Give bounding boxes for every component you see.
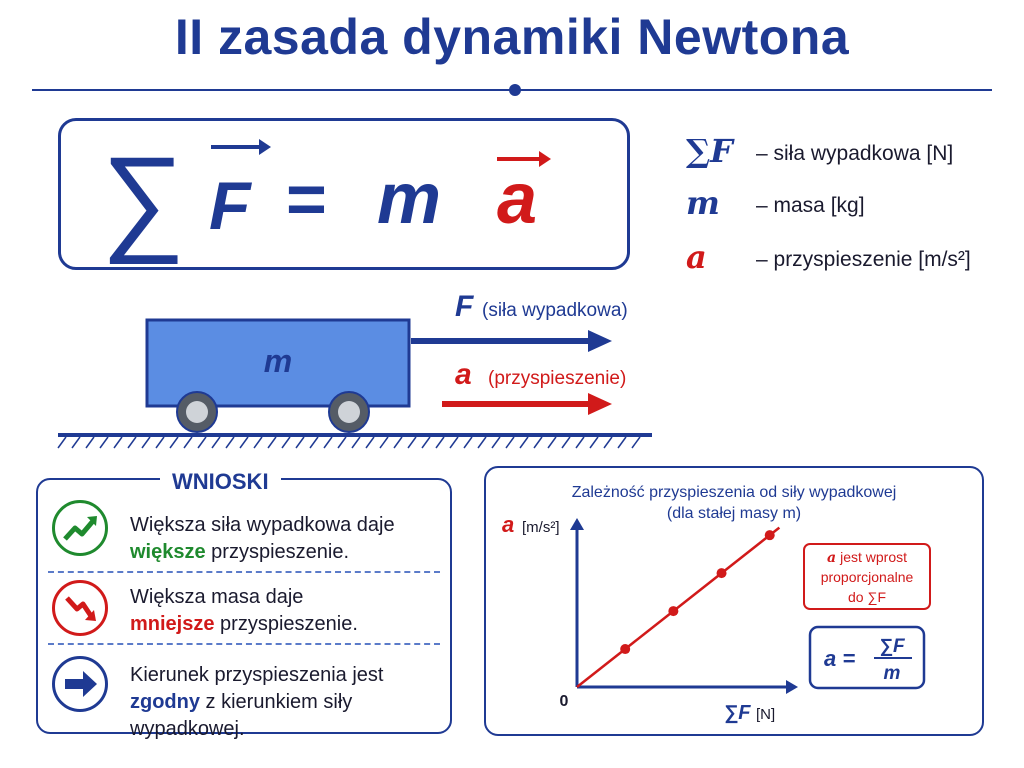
hatch-mark (618, 437, 626, 448)
proportional-note-symbol: a (827, 550, 837, 566)
conclusion-force-line2 (130, 539, 440, 566)
formula-mass: m (377, 159, 442, 239)
hatch-mark (632, 437, 640, 448)
cart-mass-label: m (263, 343, 293, 379)
hatch-mark (548, 437, 556, 448)
legend-desc-force: – siła wypadkowa [N] (756, 142, 954, 165)
hatch-mark (198, 437, 206, 448)
cart-diagram (0, 280, 1024, 460)
page-title: II zasada dynamiki Newtona (174, 9, 850, 65)
wheel-left (177, 392, 217, 432)
legend-symbol-force: ∑F (686, 132, 733, 170)
conclusion-direction-line1: Kierunek przyspieszenia jest (130, 664, 384, 686)
conclusion-mass-rest: przyspieszenie. (214, 613, 358, 635)
x-axis-unit: [N] (756, 706, 776, 723)
hatch-mark (408, 437, 416, 448)
trend-down-icon (52, 580, 108, 636)
hatch-mark (464, 437, 472, 448)
x-axis-arrowhead (786, 680, 798, 694)
conclusion-direction (130, 662, 448, 743)
hatch-mark (184, 437, 192, 448)
force-arrow-label: (siła wypadkowa) (482, 300, 628, 321)
legend-symbol-accel: a (686, 238, 707, 276)
data-point (668, 606, 678, 616)
force-vector-arrowhead (259, 139, 271, 155)
chart-title: Zależność przyspieszenia od siły wypadkowej (571, 484, 897, 501)
hatch-mark (338, 437, 346, 448)
y-axis-unit: [m/s²] (522, 519, 560, 536)
hatch-mark (422, 437, 430, 448)
accel-arrow-symbol: a (455, 358, 472, 391)
x-axis-symbol: ∑F (724, 702, 751, 724)
hatch-mark (604, 437, 612, 448)
hatch-mark (254, 437, 262, 448)
hatch-mark (128, 437, 136, 448)
hatch-mark (534, 437, 542, 448)
legend-row-force (686, 128, 1016, 184)
legend-row-mass (686, 184, 1016, 238)
hatch-mark (296, 437, 304, 448)
hatch-mark (268, 437, 276, 448)
conclusion-force-line1: Większa siła wypadkowa daje (130, 514, 395, 536)
accel-arrowhead (588, 393, 612, 415)
hatch-mark (240, 437, 248, 448)
symbol-legend (686, 128, 1016, 292)
conclusion-direction-line2 (130, 689, 448, 743)
data-point (620, 644, 630, 654)
hatch-mark (436, 437, 444, 448)
conclusion-direction-rest: z kierunkiem siły wypadkowej. (130, 691, 353, 740)
ground-hatching (58, 437, 640, 448)
hatch-mark (142, 437, 150, 448)
legend-desc-mass: – masa [kg] (756, 194, 865, 217)
conclusions-divider-2 (48, 643, 440, 645)
conclusion-mass (130, 584, 440, 638)
formula-accel: a (497, 159, 538, 239)
equation-denominator: m (883, 663, 901, 684)
conclusions-title: WNIOSKI (160, 469, 281, 495)
data-point (765, 530, 775, 540)
hatch-mark (212, 437, 220, 448)
arrow-right-icon (52, 656, 108, 712)
hatch-mark (520, 437, 528, 448)
conclusion-mass-emph: mniejsze (130, 613, 215, 635)
hatch-mark (450, 437, 458, 448)
chart-series (577, 528, 779, 687)
force-arrowhead (588, 330, 612, 352)
hatch-mark (380, 437, 388, 448)
hatch-mark (170, 437, 178, 448)
divider-dot (509, 84, 521, 96)
hatch-mark (506, 437, 514, 448)
chart-origin-label: 0 (559, 693, 569, 710)
series-line (577, 528, 779, 687)
hatch-mark (226, 437, 234, 448)
hatch-mark (86, 437, 94, 448)
equation-lhs: a = (824, 646, 856, 671)
hatch-mark (114, 437, 122, 448)
conclusion-force (130, 512, 440, 566)
hatch-mark (72, 437, 80, 448)
formula-equals: = (286, 160, 327, 238)
chart-subtitle: (dla stałej masy m) (666, 505, 802, 522)
hatch-mark (590, 437, 598, 448)
hatch-mark (58, 437, 66, 448)
hatch-mark (100, 437, 108, 448)
proportional-note-line2: proporcjonalne (820, 569, 914, 585)
formula-sum: ∑ (101, 133, 186, 265)
y-axis-symbol: a (502, 512, 515, 537)
conclusion-mass-line2 (130, 611, 440, 638)
hatch-mark (394, 437, 402, 448)
formula-force: F (209, 168, 251, 244)
hatch-mark (576, 437, 584, 448)
hatch-mark (156, 437, 164, 448)
hatch-mark (352, 437, 360, 448)
hatch-mark (310, 437, 318, 448)
proportional-note-text: jest wprost (840, 549, 907, 565)
force-arrow-symbol: F (455, 290, 474, 323)
trend-up-icon (52, 500, 108, 556)
conclusion-direction-emph: zgodny (130, 691, 200, 713)
accel-vector-arrowhead (539, 151, 551, 167)
hatch-mark (492, 437, 500, 448)
accel-arrow-label: (przyspieszenie) (488, 368, 627, 389)
hatch-mark (282, 437, 290, 448)
proportional-note-line3: do ∑F (848, 589, 886, 605)
data-point (717, 568, 727, 578)
equation-numerator: ∑F (879, 636, 905, 657)
conclusions-divider-1 (48, 571, 440, 573)
conclusion-force-emph: większe (130, 541, 206, 563)
legend-desc-accel: – przyspieszenie [m/s²] (756, 248, 971, 271)
conclusion-mass-line1: Większa masa daje (130, 586, 304, 608)
legend-symbol-mass: m (686, 184, 720, 222)
hatch-mark (562, 437, 570, 448)
conclusion-force-rest: przyspieszenie. (205, 541, 350, 563)
wheel-right (329, 392, 369, 432)
hatch-mark (478, 437, 486, 448)
formula-graphic (61, 121, 627, 267)
formula-box (58, 118, 630, 270)
proportionality-chart (484, 466, 984, 736)
hatch-mark (366, 437, 374, 448)
hatch-mark (324, 437, 332, 448)
y-axis-arrowhead (570, 518, 584, 530)
